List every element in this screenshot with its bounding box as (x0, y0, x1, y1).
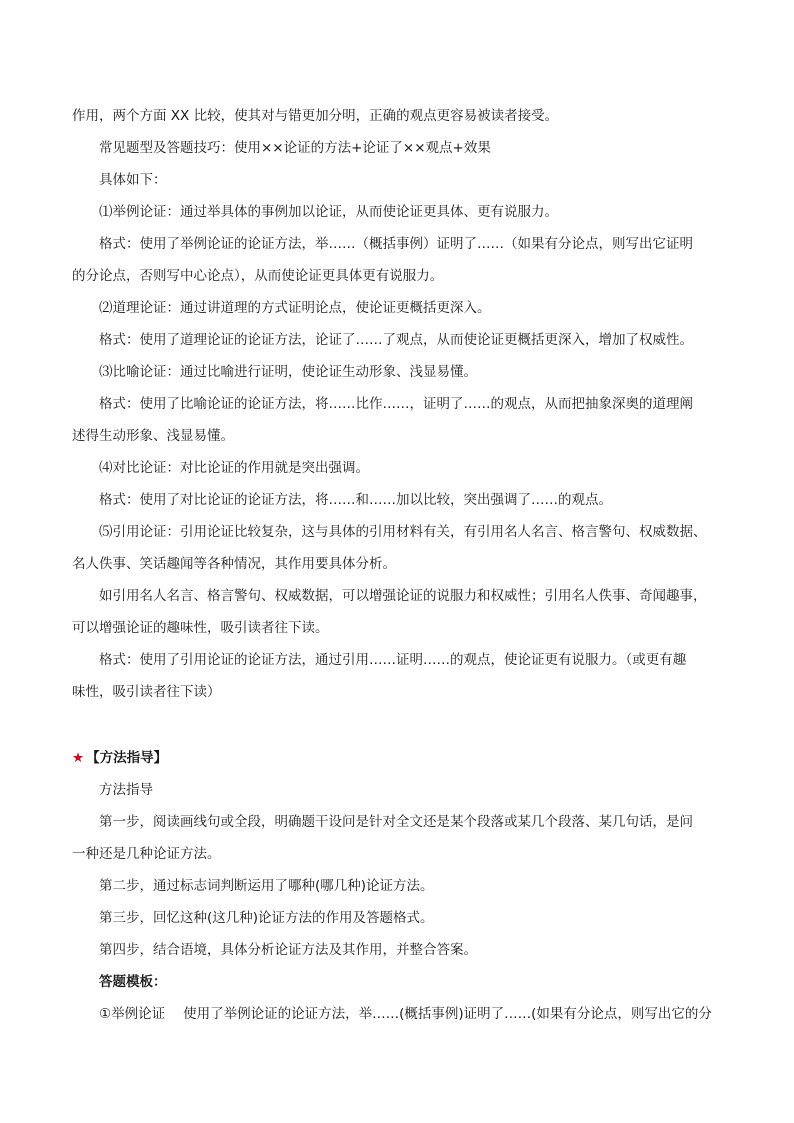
section-heading (72, 742, 732, 774)
text-line: 第三步，回忆这种(这几种)论证方法的作用及答题格式。 (99, 910, 434, 926)
template-item-label: ①举例论证 (99, 1006, 166, 1022)
template-item (72, 998, 732, 1030)
text-line: 第四步，结合语境，具体分析论证方法及其作用，并整合答案。 (99, 942, 477, 958)
text-line: 的分论点，否则写中心论点），从而使论证更具体更有说服力。 (72, 268, 444, 284)
text-line: 第一步，阅读画线句或全段，明确题干设问是针对全文还是某个段落或某几个段落、某几句话，是问 (99, 814, 693, 830)
text-line: 可以增强论证的趣味性，吸引读者往下读。 (72, 620, 329, 636)
template-item-text: 使用了举例论证的论证方法，举……(概括事例)证明了……(如果有分论点，则写出它的分 (183, 1006, 712, 1022)
text-line: 味性，吸引读者往下读） (72, 684, 221, 700)
text-line: 方法指导 (99, 782, 153, 798)
text-line: 格式：使用了引用论证的论证方法，通过引用……证明……的观点，使论证更有说服力。（或更有趣 (99, 652, 687, 668)
section-title: 【方法指导】 (86, 750, 168, 766)
text-line: 格式：使用了比喻论证的论证方法，将……比作……，证明了……的观点，从而把抽象深奥的道理阐 (99, 396, 693, 412)
paragraphs-argument-methods (72, 100, 732, 708)
text-line: 第二步，通过标志词判断运用了哪种(哪几种)论证方法。 (99, 878, 434, 894)
text-line: 述得生动形象、浅显易懂。 (72, 428, 234, 444)
template-label: 答题模板： (99, 974, 167, 990)
star-icon: ★ (72, 750, 85, 766)
text-line: 格式：使用了道理论证的论证方法，论证了……了观点，从而使论证更概括更深入，增加了权威性。 (99, 332, 693, 348)
text-line: ⑸引用论证：引用论证比较复杂，这与具体的引用材料有关，有引用名人名言、格言警句、权威数据、 (99, 524, 707, 540)
text-line: 常见题型及答题技巧：使用××论证的方法+论证了××观点+效果 (99, 140, 491, 156)
text-line: 名人佚事、笑话趣闻等各种情况，其作用要具体分析。 (72, 556, 396, 572)
text-line: 格式：使用了举例论证的论证方法，举……（概括事例）证明了……（如果有分论点，则写出它证明 (99, 236, 693, 252)
text-line: 具体如下： (99, 172, 167, 188)
paragraphs-method-guide (72, 774, 732, 966)
text-line: 如引用名人名言、格言警句、权威数据，可以增强论证的说服力和权威性；引用名人佚事、奇闻趣事， (99, 588, 707, 604)
text-line: ⑴举例论证：通过举具体的事例加以论证，从而使论证更具体、更有说服力。 (99, 204, 558, 220)
text-line: ⑵道理论证：通过讲道理的方式证明论点，使论证更概括更深入。 (99, 300, 491, 316)
text-line: ⑷对比论证：对比论证的作用就是突出强调。 (99, 460, 369, 476)
text-line: ⑶比喻论证：通过比喻进行证明，使论证生动形象、浅显易懂。 (99, 364, 477, 380)
document-body (72, 100, 732, 1030)
text-line: 格式：使用了对比论证的论证方法，将……和……加以比较，突出强调了……的观点。 (99, 492, 612, 508)
section-gap (72, 708, 732, 742)
text-line: 作用，两个方面 XX 比较，使其对与错更加分明，正确的观点更容易被读者接受。 (72, 108, 559, 124)
text-line: 一种还是几种论证方法。 (72, 846, 221, 862)
